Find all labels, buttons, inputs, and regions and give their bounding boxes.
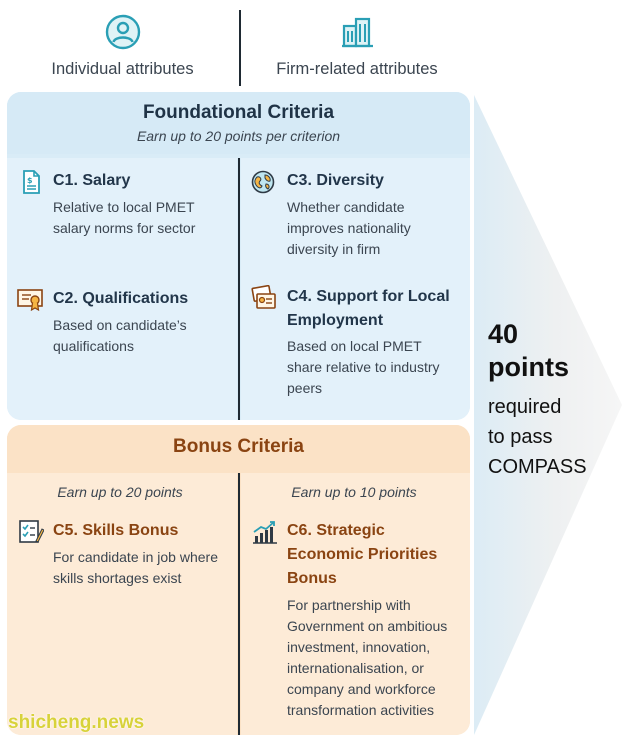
growth-chart-icon (252, 519, 276, 543)
c3-title: C3. Diversity (287, 172, 384, 189)
header-divider (239, 10, 241, 86)
id-cards-icon (251, 285, 275, 309)
c2-title: C2. Qualifications (53, 290, 189, 307)
points-number: 40 (488, 319, 519, 349)
c1-description: Relative to local PMET salary norms for sector (53, 199, 196, 236)
c3-description: Whether candidate improves nationality diversity in firm (287, 199, 411, 257)
c4-title: C4. Support for Local Employment (287, 288, 450, 329)
c4-description: Based on local PMET share relative to industry peers (287, 338, 440, 396)
watermark: shicheng.news (8, 712, 145, 733)
c2-description: Based on candidate’s qualifications (53, 317, 187, 354)
c5-title: C5. Skills Bonus (53, 522, 179, 539)
c6-title: C6. Strategic Economic Priorities Bonus (287, 522, 438, 587)
bonus-right-note: Earn up to 10 points (291, 484, 417, 500)
checklist-icon (18, 519, 42, 543)
foundational-subtitle: Earn up to 20 points per criterion (136, 128, 341, 144)
person-icon (105, 14, 141, 50)
document-dollar-icon (19, 170, 43, 194)
foundational-column-divider (238, 158, 240, 420)
bonus-title: Bonus Criteria (173, 436, 304, 457)
c5-description: For candidate in job where skills shortages exist (53, 549, 218, 586)
building-icon (340, 14, 376, 50)
foundational-title: Foundational Criteria (142, 102, 335, 123)
individual-attributes-label: Individual attributes (51, 60, 194, 78)
bonus-left-note: Earn up to 20 points (57, 484, 183, 500)
points-unit: points (488, 352, 569, 382)
certificate-icon (17, 287, 41, 311)
svg-text:$: $ (27, 176, 33, 185)
points-requirement-text: required to pass COMPASS (488, 396, 587, 478)
c6-description: For partnership with Government on ambitious investment, innovation, internationalisation, or company and workforce transformation activities (287, 597, 448, 718)
c1-title: C1. Salary (53, 172, 131, 189)
firm-attributes-label: Firm-related attributes (276, 60, 438, 78)
bonus-left-column (7, 473, 237, 735)
globe-icon (251, 170, 275, 194)
bonus-column-divider (238, 473, 240, 735)
